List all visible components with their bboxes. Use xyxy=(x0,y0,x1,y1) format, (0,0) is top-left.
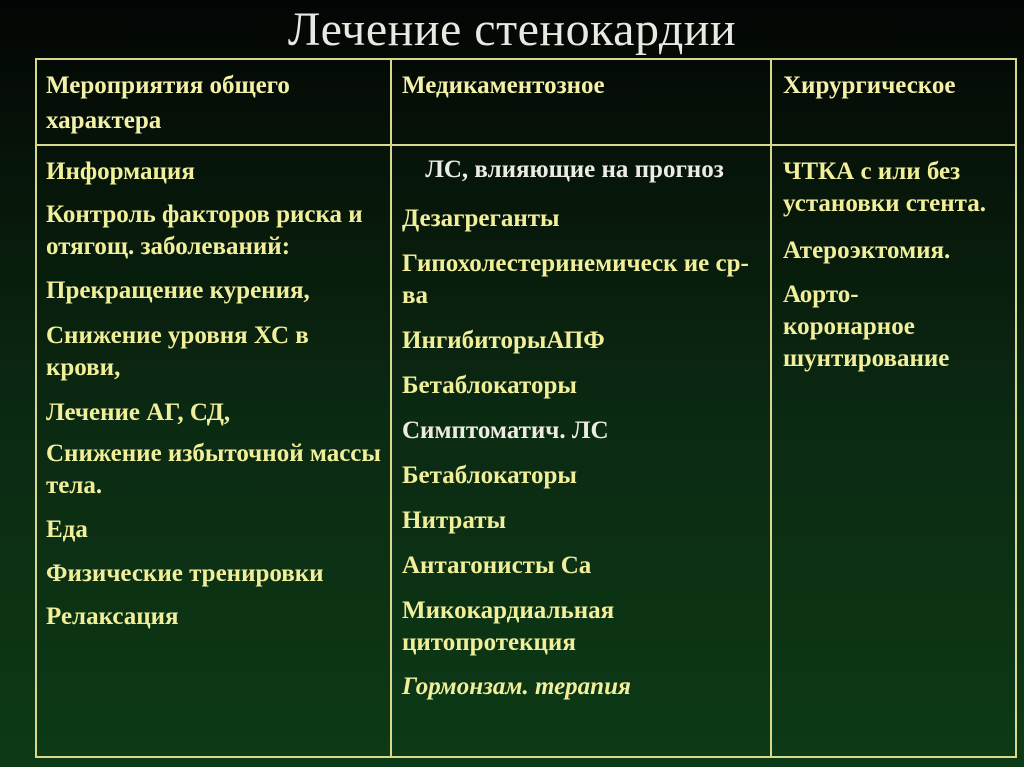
list-item: Антагонисты Са xyxy=(402,552,592,579)
list-item: Аорто-коронарное шунтирование xyxy=(783,281,950,372)
symptomatic-drugs-heading: Симптоматич. ЛС xyxy=(402,417,609,444)
list-item: Бетаблокаторы xyxy=(402,372,577,399)
list-item: ИнгибиторыАПФ xyxy=(402,327,605,354)
list-item: Гипохолестеринемическ ие ср-ва xyxy=(402,250,749,309)
table-border-col2 xyxy=(770,58,772,758)
list-item: Атероэктомия. xyxy=(783,237,951,264)
list-item: Информация xyxy=(46,158,195,185)
list-item: Нитраты xyxy=(402,507,506,534)
list-item: Дезагреганты xyxy=(402,205,560,232)
table-border-header xyxy=(35,144,1017,146)
list-item: Снижение избыточной массы тела. xyxy=(46,440,381,499)
slide-title: Лечение стенокардии xyxy=(287,3,737,56)
header-surgical: Хирургическое xyxy=(783,72,956,99)
list-item: Бетаблокаторы xyxy=(402,462,577,489)
list-item: Лечение АГ, СД, xyxy=(46,399,231,426)
list-item: Контроль факторов риска и отягощ. заболеваний: xyxy=(46,201,363,260)
list-item: Физические тренировки xyxy=(46,560,324,587)
table-border-top xyxy=(35,58,1017,60)
list-item: Снижение уровня ХС в крови, xyxy=(46,322,309,381)
prognosis-drugs-heading: ЛС, влияющие на прогноз xyxy=(425,156,724,183)
table-border-right xyxy=(1015,58,1017,758)
surgical-list xyxy=(783,154,1011,375)
medication-list xyxy=(402,154,766,703)
general-measures-list xyxy=(46,154,384,633)
list-item: Еда xyxy=(46,516,88,543)
list-item: Релаксация xyxy=(46,603,179,630)
list-item: Микокардиальная цитопротекция xyxy=(402,597,615,656)
table-border-bottom xyxy=(35,756,1017,758)
list-item: ЧТКА с или без установки стента. xyxy=(783,158,986,217)
table-border-col1 xyxy=(390,58,392,758)
list-item: Гормонзам. терапия xyxy=(402,673,631,700)
list-item: Прекращение курения, xyxy=(46,277,310,304)
header-medication: Медикаментозное xyxy=(402,72,605,99)
header-general-measures: Мероприятия общего характера xyxy=(46,72,290,134)
table-border-left xyxy=(35,58,37,758)
